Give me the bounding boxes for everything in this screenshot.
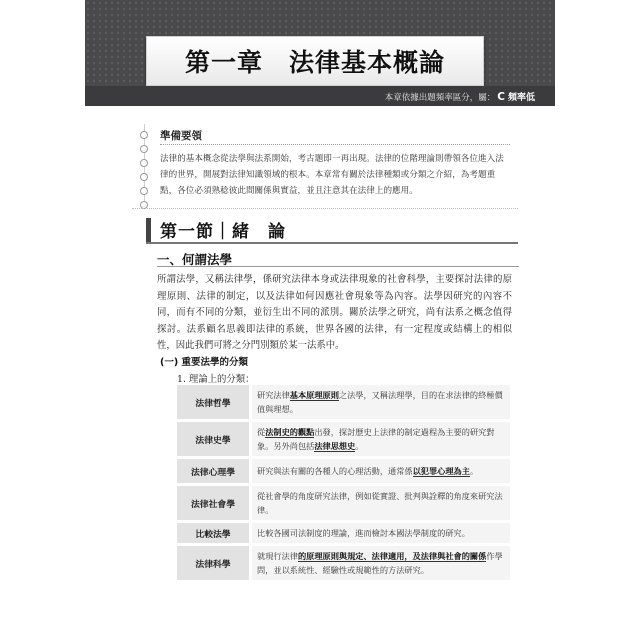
row-description bbox=[252, 459, 510, 483]
desc-text: 從社會學的角度研究法律，例如從實證、批判與詮釋的角度來研究法律。 bbox=[257, 491, 503, 515]
ring-icon bbox=[140, 131, 148, 139]
subsection-underline bbox=[157, 266, 519, 267]
frequency-note bbox=[385, 90, 535, 103]
ring-icon bbox=[140, 187, 148, 195]
section-title: 第一節｜緒 論 bbox=[160, 222, 286, 242]
row-description bbox=[252, 422, 510, 456]
chapter-title-box bbox=[146, 36, 484, 86]
table-row bbox=[177, 546, 510, 580]
desc-emphasis: 基本原理原則 bbox=[289, 390, 339, 400]
desc-text: 之法學，又稱法理學，目的在求法律的終極價值與理想。 bbox=[257, 390, 503, 414]
table-row bbox=[177, 385, 510, 419]
row-name: 法律社會學 bbox=[177, 486, 249, 520]
frequency-grade: C bbox=[497, 91, 505, 103]
table-row bbox=[177, 459, 510, 483]
row-name: 法律心理學 bbox=[177, 459, 249, 483]
row-description bbox=[252, 523, 510, 543]
desc-text: 作學問，並以系統性、經驗性或規範性的方法研究。 bbox=[257, 551, 503, 575]
frequency-strip bbox=[85, 86, 555, 106]
ring-icon bbox=[140, 173, 148, 181]
row-name: 法律科學 bbox=[177, 546, 249, 580]
desc-text: 。 bbox=[355, 441, 364, 451]
table-row bbox=[177, 486, 510, 520]
section-marker bbox=[146, 218, 151, 242]
table-row bbox=[177, 422, 510, 456]
desc-emphasis: 法律思想史 bbox=[314, 441, 356, 451]
dotted-divider bbox=[132, 208, 518, 209]
dotted-divider bbox=[160, 144, 510, 145]
classification-subheading: 1. 理論上的分類： bbox=[177, 374, 255, 385]
section-header bbox=[146, 216, 518, 244]
table-row bbox=[177, 523, 510, 543]
row-name: 法律哲學 bbox=[177, 385, 249, 419]
ring-icon bbox=[140, 145, 148, 153]
preparation-title: 準備要領 bbox=[160, 130, 202, 142]
desc-text: 比較各國司法制度的理論，進而檢討本國法學制度的研究。 bbox=[257, 528, 470, 538]
chapter-title: 第一章 法律基本概論 bbox=[184, 48, 445, 77]
preparation-text: 法律的基本概念從法學與法系開始，考古題即一再出現。法律的位階理論則帶領各位進入法律的世界，開展對法律知識領域的根本。本章常有關於法律種類或分類之介紹，為考題重點，各位必須熟稔彼此間關係與實益，並且注意其在法律上的應用。 bbox=[160, 154, 504, 196]
body-paragraph: 所謂法學，又稱法律學，係研究法律本身或法律現象的社會科學，主要探討法律的原理原則、法律的制定，以及法律如何因應社會現象等為內容。法學因研究的內容不同，而有不同的分類，並衍生出不同的派別。關於法學之研究，尚有法系之概念值得探討。法系顧名思義即法律的系統，世界各國的法律，有一定程度或結構上的相似性，因此我們可將之分門別類於某一法系中。 bbox=[157, 274, 512, 351]
desc-text: 研究與法有關的各種人的心理活動，通常係 bbox=[257, 466, 413, 476]
row-name: 法律史學 bbox=[177, 422, 249, 456]
row-name: 比較法學 bbox=[177, 523, 249, 543]
row-description bbox=[252, 486, 510, 520]
desc-text: 研究法律 bbox=[257, 390, 290, 400]
desc-text: 。 bbox=[469, 466, 479, 476]
frequency-label: 頻率低 bbox=[507, 93, 535, 103]
desc-emphasis: 以犯罪心理為主 bbox=[412, 466, 470, 476]
desc-text: 就現行法律 bbox=[257, 551, 298, 561]
row-description bbox=[252, 385, 510, 419]
classification-heading: (一) 重要法學的分類 bbox=[160, 357, 248, 368]
preparation-box bbox=[132, 124, 518, 209]
frequency-note-text: 本章依據出題頻率區分，屬： bbox=[384, 93, 496, 103]
row-description bbox=[252, 546, 510, 580]
ring-icon bbox=[140, 159, 148, 167]
desc-emphasis: 的原理原則與規定、法律適用，及法律與社會的關係 bbox=[297, 551, 487, 561]
subsection-title: 一、何謂法學 bbox=[157, 252, 233, 267]
desc-text: 從 bbox=[257, 427, 266, 437]
desc-emphasis: 法制史的觀點 bbox=[265, 427, 315, 437]
desc-text: 出發，探討歷史上法律的制定過程為主要的研究對象。另外尚包括 bbox=[257, 427, 495, 451]
